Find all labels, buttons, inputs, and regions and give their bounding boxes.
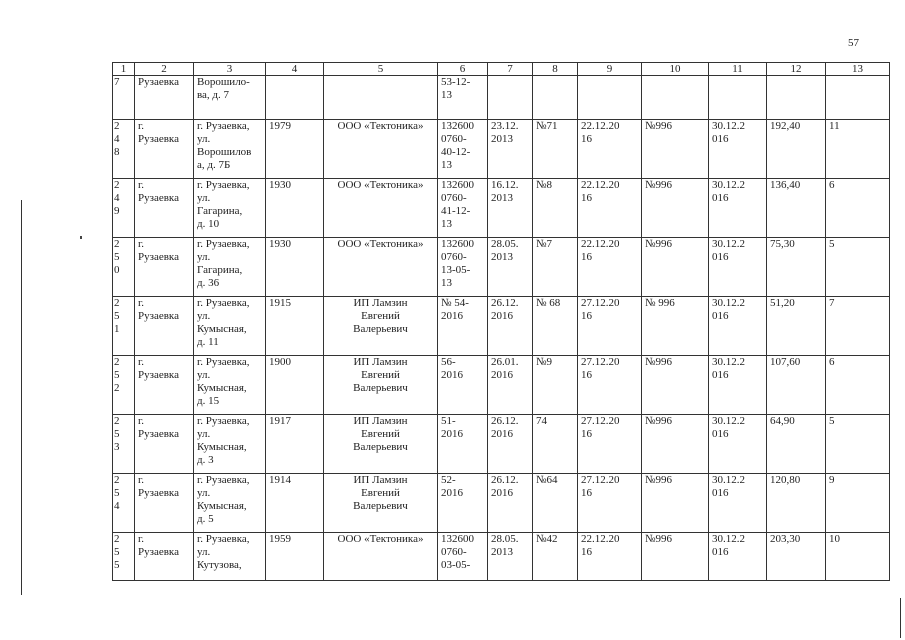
cell-document-number: 52- 2016 bbox=[438, 474, 488, 533]
cell-row-number: 2 4 9 bbox=[113, 179, 135, 238]
cell-locality: Рузаевка bbox=[135, 76, 194, 120]
cell-year-built: 1979 bbox=[266, 120, 324, 179]
cell-order-number: № 996 bbox=[642, 297, 709, 356]
cell-area: 203,30 bbox=[767, 533, 826, 581]
cell-apartments: 6 bbox=[826, 356, 890, 415]
cell-deadline-date: 30.12.2 016 bbox=[709, 120, 767, 179]
cell-year-built: 1917 bbox=[266, 415, 324, 474]
table-row bbox=[113, 120, 890, 179]
column-header-2: 2 bbox=[135, 63, 194, 76]
column-header-3: 3 bbox=[194, 63, 266, 76]
scan-artifact-left bbox=[21, 200, 22, 595]
cell-inspection-date: 22.12.20 16 bbox=[578, 120, 642, 179]
table-row bbox=[113, 533, 890, 581]
cell-order-number: №996 bbox=[642, 415, 709, 474]
cell-address: г. Рузаевка, ул. Кумысная, д. 15 bbox=[194, 356, 266, 415]
cell-contract-number bbox=[533, 76, 578, 120]
cell-document-date: 28.05. 2013 bbox=[488, 533, 533, 581]
cell-locality: г. Рузаевка bbox=[135, 120, 194, 179]
cell-row-number: 2 5 2 bbox=[113, 356, 135, 415]
cell-document-date: 28.05. 2013 bbox=[488, 238, 533, 297]
cell-apartments: 7 bbox=[826, 297, 890, 356]
cell-year-built bbox=[266, 76, 324, 120]
cell-contract-number: №7 bbox=[533, 238, 578, 297]
cell-address: Ворошило- ва, д. 7 bbox=[194, 76, 266, 120]
cell-company: ИП Ламзин Евгений Валерьевич bbox=[324, 356, 438, 415]
cell-address: г. Рузаевка, ул. Кумысная, д. 3 bbox=[194, 415, 266, 474]
column-header-5: 5 bbox=[324, 63, 438, 76]
cell-document-number: 132600 0760- 03-05- bbox=[438, 533, 488, 581]
cell-area: 64,90 bbox=[767, 415, 826, 474]
cell-locality: г. Рузаевка bbox=[135, 474, 194, 533]
cell-document-number: 132600 0760- 41-12- 13 bbox=[438, 179, 488, 238]
cell-deadline-date: 30.12.2 016 bbox=[709, 297, 767, 356]
cell-order-number: №996 bbox=[642, 474, 709, 533]
cell-deadline-date: 30.12.2 016 bbox=[709, 415, 767, 474]
cell-year-built: 1900 bbox=[266, 356, 324, 415]
cell-area: 75,30 bbox=[767, 238, 826, 297]
cell-deadline-date: 30.12.2 016 bbox=[709, 356, 767, 415]
cell-company: ООО «Тектоника» bbox=[324, 238, 438, 297]
cell-inspection-date: 27.12.20 16 bbox=[578, 474, 642, 533]
cell-order-number: №996 bbox=[642, 356, 709, 415]
cell-address: г. Рузаевка, ул. Кумысная, д. 5 bbox=[194, 474, 266, 533]
cell-company: ИП Ламзин Евгений Валерьевич bbox=[324, 297, 438, 356]
table-row bbox=[113, 415, 890, 474]
cell-apartments: 11 bbox=[826, 120, 890, 179]
cell-contract-number: №42 bbox=[533, 533, 578, 581]
table-row bbox=[113, 356, 890, 415]
cell-contract-number: № 68 bbox=[533, 297, 578, 356]
cell-document-date: 16.12. 2013 bbox=[488, 179, 533, 238]
cell-row-number: 2 5 3 bbox=[113, 415, 135, 474]
cell-area bbox=[767, 76, 826, 120]
table-row bbox=[113, 238, 890, 297]
column-header-4: 4 bbox=[266, 63, 324, 76]
header-row bbox=[113, 63, 890, 76]
cell-deadline-date: 30.12.2 016 bbox=[709, 179, 767, 238]
cell-address: г. Рузаевка, ул. Кутузова, bbox=[194, 533, 266, 581]
cell-inspection-date: 22.12.20 16 bbox=[578, 238, 642, 297]
cell-contract-number: №8 bbox=[533, 179, 578, 238]
page-number: 57 bbox=[848, 37, 859, 49]
column-header-11: 11 bbox=[709, 63, 767, 76]
table-row bbox=[113, 474, 890, 533]
column-header-7: 7 bbox=[488, 63, 533, 76]
cell-row-number: 2 5 0 bbox=[113, 238, 135, 297]
scan-artifact-dot bbox=[80, 236, 82, 239]
cell-inspection-date: 27.12.20 16 bbox=[578, 415, 642, 474]
column-header-13: 13 bbox=[826, 63, 890, 76]
cell-document-number: 132600 0760- 13-05- 13 bbox=[438, 238, 488, 297]
cell-document-date bbox=[488, 76, 533, 120]
cell-inspection-date: 22.12.20 16 bbox=[578, 533, 642, 581]
cell-inspection-date: 27.12.20 16 bbox=[578, 297, 642, 356]
cell-contract-number: 74 bbox=[533, 415, 578, 474]
cell-locality: г. Рузаевка bbox=[135, 179, 194, 238]
cell-apartments: 6 bbox=[826, 179, 890, 238]
cell-row-number: 2 5 1 bbox=[113, 297, 135, 356]
table-row bbox=[113, 179, 890, 238]
cell-document-number: 53-12- 13 bbox=[438, 76, 488, 120]
register-table bbox=[112, 62, 890, 581]
cell-row-number: 2 4 8 bbox=[113, 120, 135, 179]
cell-year-built: 1959 bbox=[266, 533, 324, 581]
column-header-8: 8 bbox=[533, 63, 578, 76]
cell-company: ООО «Тектоника» bbox=[324, 120, 438, 179]
cell-address: г. Рузаевка, ул. Гагарина, д. 36 bbox=[194, 238, 266, 297]
cell-apartments: 5 bbox=[826, 415, 890, 474]
cell-address: г. Рузаевка, ул. Кумысная, д. 11 bbox=[194, 297, 266, 356]
cell-contract-number: №64 bbox=[533, 474, 578, 533]
cell-locality: г. Рузаевка bbox=[135, 297, 194, 356]
cell-document-date: 26.12. 2016 bbox=[488, 415, 533, 474]
table-row bbox=[113, 297, 890, 356]
cell-document-date: 26.12. 2016 bbox=[488, 474, 533, 533]
cell-inspection-date: 22.12.20 16 bbox=[578, 179, 642, 238]
column-header-9: 9 bbox=[578, 63, 642, 76]
cell-deadline-date: 30.12.2 016 bbox=[709, 238, 767, 297]
cell-company: ООО «Тектоника» bbox=[324, 533, 438, 581]
cell-apartments bbox=[826, 76, 890, 120]
cell-row-number: 7 bbox=[113, 76, 135, 120]
cell-row-number: 2 5 4 bbox=[113, 474, 135, 533]
cell-area: 136,40 bbox=[767, 179, 826, 238]
column-header-1: 1 bbox=[113, 63, 135, 76]
cell-inspection-date: 27.12.20 16 bbox=[578, 356, 642, 415]
cell-apartments: 9 bbox=[826, 474, 890, 533]
cell-order-number: №996 bbox=[642, 533, 709, 581]
cell-document-number: № 54- 2016 bbox=[438, 297, 488, 356]
cell-document-number: 51- 2016 bbox=[438, 415, 488, 474]
cell-locality: г. Рузаевка bbox=[135, 533, 194, 581]
cell-year-built: 1930 bbox=[266, 179, 324, 238]
cell-locality: г. Рузаевка bbox=[135, 238, 194, 297]
cell-year-built: 1914 bbox=[266, 474, 324, 533]
column-header-10: 10 bbox=[642, 63, 709, 76]
cell-document-date: 23.12. 2013 bbox=[488, 120, 533, 179]
cell-deadline-date: 30.12.2 016 bbox=[709, 533, 767, 581]
cell-document-number: 56- 2016 bbox=[438, 356, 488, 415]
cell-inspection-date bbox=[578, 76, 642, 120]
cell-document-number: 132600 0760- 40-12- 13 bbox=[438, 120, 488, 179]
cell-area: 51,20 bbox=[767, 297, 826, 356]
column-header-12: 12 bbox=[767, 63, 826, 76]
cell-area: 120,80 bbox=[767, 474, 826, 533]
cell-address: г. Рузаевка, ул. Гагарина, д. 10 bbox=[194, 179, 266, 238]
cell-document-date: 26.01. 2016 bbox=[488, 356, 533, 415]
cell-document-date: 26.12. 2016 bbox=[488, 297, 533, 356]
cell-area: 192,40 bbox=[767, 120, 826, 179]
cell-row-number: 2 5 5 bbox=[113, 533, 135, 581]
column-header-6: 6 bbox=[438, 63, 488, 76]
table-row bbox=[113, 76, 890, 120]
cell-apartments: 5 bbox=[826, 238, 890, 297]
cell-order-number bbox=[642, 76, 709, 120]
scan-artifact-right bbox=[900, 598, 901, 638]
cell-contract-number: №9 bbox=[533, 356, 578, 415]
cell-area: 107,60 bbox=[767, 356, 826, 415]
cell-company: ИП Ламзин Евгений Валерьевич bbox=[324, 415, 438, 474]
cell-deadline-date: 30.12.2 016 bbox=[709, 474, 767, 533]
cell-apartments: 10 bbox=[826, 533, 890, 581]
cell-contract-number: №71 bbox=[533, 120, 578, 179]
cell-company bbox=[324, 76, 438, 120]
cell-locality: г. Рузаевка bbox=[135, 415, 194, 474]
cell-company: ИП Ламзин Евгений Валерьевич bbox=[324, 474, 438, 533]
cell-order-number: №996 bbox=[642, 179, 709, 238]
cell-company: ООО «Тектоника» bbox=[324, 179, 438, 238]
cell-deadline-date bbox=[709, 76, 767, 120]
cell-address: г. Рузаевка, ул. Ворошилов а, д. 7Б bbox=[194, 120, 266, 179]
cell-order-number: №996 bbox=[642, 120, 709, 179]
cell-year-built: 1930 bbox=[266, 238, 324, 297]
cell-order-number: №996 bbox=[642, 238, 709, 297]
cell-year-built: 1915 bbox=[266, 297, 324, 356]
cell-locality: г. Рузаевка bbox=[135, 356, 194, 415]
